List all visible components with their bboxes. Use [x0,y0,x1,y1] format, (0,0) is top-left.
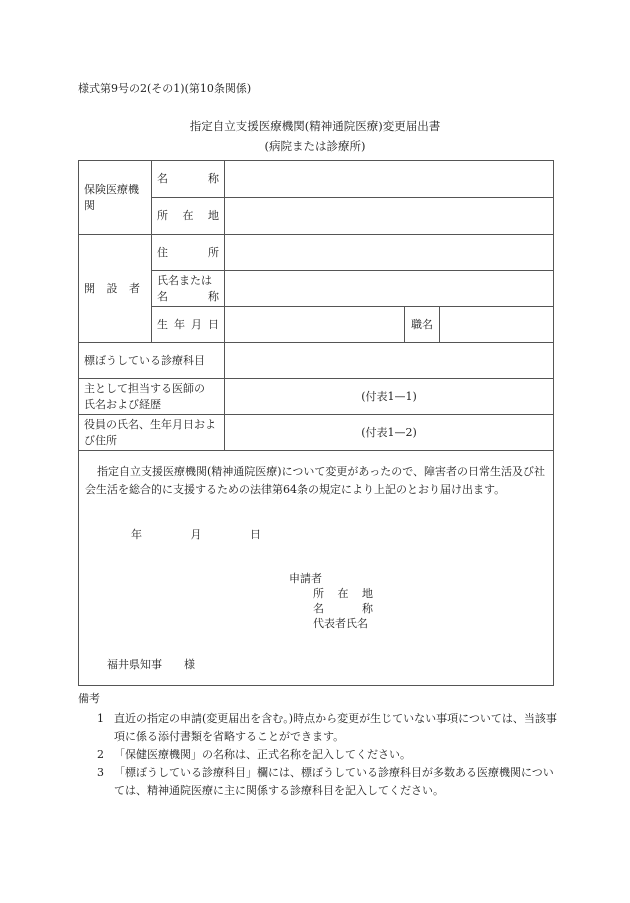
institution-location-field[interactable] [225,198,554,235]
insurance-institution-label: 保険医療機関 [79,161,152,235]
applicant-location-label: 所 在 地 [313,587,373,600]
physician-field: (付表1—1) [225,379,554,415]
note-item: 2 「保健医療機関」の名称は、正式名称を記入してください。 [97,748,411,761]
note-item: 1 直近の指定の申請(変更届出を含む。)時点から変更が生じていない事項については、当該事項に係る添付書類を省略することができます。 [97,712,557,743]
position-field[interactable] [440,307,554,343]
founder-birthdate-label: 生 年 月 日 [152,307,225,343]
notes-heading: 備考 [78,692,100,705]
note-item: 3 「標ぼうしている診療科目」欄には、標ぼうしている診療科目が多数ある医療機関については、精神通院医療に主に関係する診療科目を記入してください。 [97,766,554,797]
founder-address-label: 住 所 [152,235,225,271]
institution-name-field[interactable] [225,161,554,198]
declaration-text: 指定自立支援医療機関(精神通院医療)について変更があったので、障害者の日常生活及び社会生活を総合的に支援するための法律第64条の規定により上記のとおり届け出ます。 [85,465,546,496]
officers-field: (付表1—2) [225,415,554,451]
applicant-name-label: 名 称 [313,602,373,615]
founder-birthdate-field[interactable] [225,307,405,343]
addressee: 福井県知事 様 [107,658,195,671]
applicant-block [289,571,373,631]
position-label: 職名 [405,307,440,343]
applicant-representative-label: 代表者氏名 [313,617,368,630]
submission-date[interactable]: 年 月 日 [131,528,261,541]
founder-address-field[interactable] [225,235,554,271]
form-number: 様式第9号の2(その1)(第10条関係) [78,82,252,95]
change-notification-table [78,160,554,686]
document-title: 指定自立支援医療機関(精神通院医療)変更届出書 [189,119,441,133]
officers-label: 役員の氏名、生年月日およ び住所 [79,415,225,451]
applicant-label: 申請者 [289,572,322,585]
physician-label: 主として担当する医師の 氏名および経歴 [79,379,225,415]
departments-label: 標ぼうしている診療科目 [79,343,225,379]
departments-field[interactable] [225,343,554,379]
founder-label: 開 設 者 [79,235,152,343]
founder-name-field[interactable] [225,271,554,307]
notes-list [78,710,558,800]
institution-name-label: 名 称 [152,161,225,198]
document-subtitle: (病院または診療所) [264,139,366,153]
founder-name-label: 氏名または 名 称 [152,271,225,307]
declaration-box [79,451,554,686]
institution-location-label: 所 在 地 [152,198,225,235]
